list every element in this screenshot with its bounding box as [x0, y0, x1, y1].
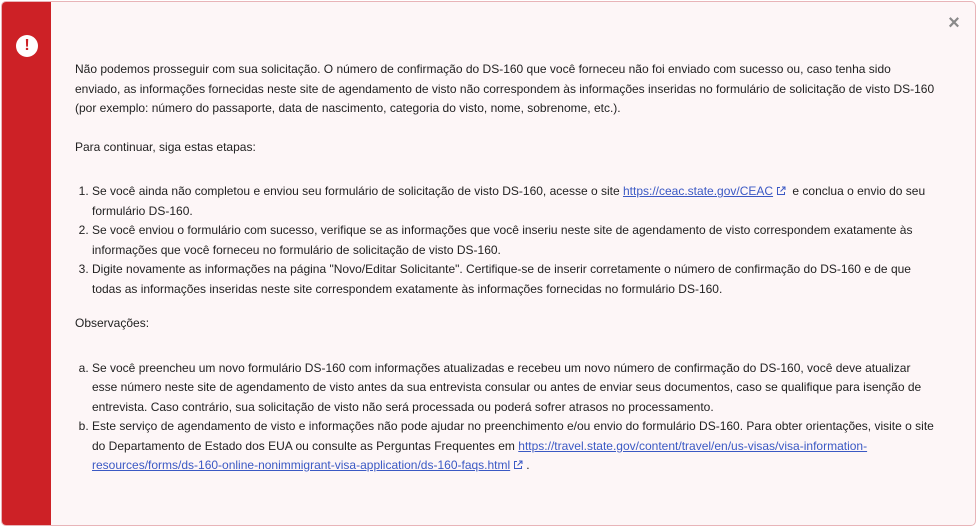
- error-alert: [1, 1, 976, 526]
- exclamation-circle-icon: !: [16, 35, 38, 57]
- note-b-text-before: Este serviço de agendamento de visto e informações não pode ajudar no preenchimento e/ou envio do formulário DS-160. Para obter orientações, visite o site do Departamento de Estado dos EUA ou consulte as Perguntas Frequentes em: [92, 419, 934, 453]
- close-icon: ×: [948, 12, 960, 34]
- note-item-a: a. Se você preencheu um novo formulário DS-160 com informações atualizadas e recebeu um novo número de confirmação do DS-160, você deve atualizar esse número neste site de agendamento de visto antes da sua entrevista consular ou antes de enviar seus documentos, caso se qualifique para isenção de entrevista. Caso contrário, sua solicitação de visto não será processada ou poderá sofrer atrasos no processamento.: [92, 359, 935, 418]
- note-b-text-after: .: [526, 458, 530, 472]
- note-item-b: [92, 417, 935, 476]
- steps-list: [75, 182, 935, 299]
- step-1-text-before: Se você ainda não completou e enviou seu formulário de solicitação de visto DS-160, acesse o site: [92, 184, 623, 198]
- ds160-faq-link[interactable]: https://travel.state.gov/content/travel/en/us-visas/visa-information-resources/forms/ds-160-online-nonimmigrant-visa-application/ds-160-faqs.html: [92, 438, 868, 472]
- external-link-icon: [513, 460, 523, 470]
- step-item-3: 3. Digite novamente as informações na página "Novo/Editar Solicitante". Certifique-se de inserir corretamente o número de confirmação do DS-160 e de que todas as informações inseridas neste site correspondem exatamente às informações fornecidas no formulário DS-160.: [92, 260, 935, 299]
- close-button[interactable]: [945, 14, 963, 32]
- alert-stripe: [2, 2, 51, 525]
- notes-list: [75, 359, 935, 476]
- notes-heading: Observações:: [75, 316, 150, 330]
- ceac-link[interactable]: https://ceac.state.gov/CEAC: [622, 184, 774, 198]
- steps-heading: Para continuar, siga estas etapas:: [75, 139, 256, 154]
- alert-intro: Não podemos prosseguir com sua solicitação. O número de confirmação do DS-160 que você forneceu não foi enviado com sucesso ou, caso tenha sido enviado, as informações fornecidas neste site de agendamento de visto não correspondem às informações inseridas no formulário de solicitação de visto DS-160 (por exemplo: número do passaporte, data de nascimento, categoria do visto, nome, sobrenome, etc.).: [75, 62, 935, 115]
- step-1-text-after: e conclua o envio do seu formulário DS-160.: [92, 184, 926, 218]
- alert-content: [75, 60, 935, 476]
- step-item-1: [92, 182, 935, 221]
- external-link-icon: [776, 186, 786, 196]
- step-item-2: 2. Se você enviou o formulário com sucesso, verifique se as informações que você inseriu neste site de agendamento de visto correspondem exatamente às informações que você forneceu no formulário de solicitação de visto DS-160.: [92, 221, 935, 260]
